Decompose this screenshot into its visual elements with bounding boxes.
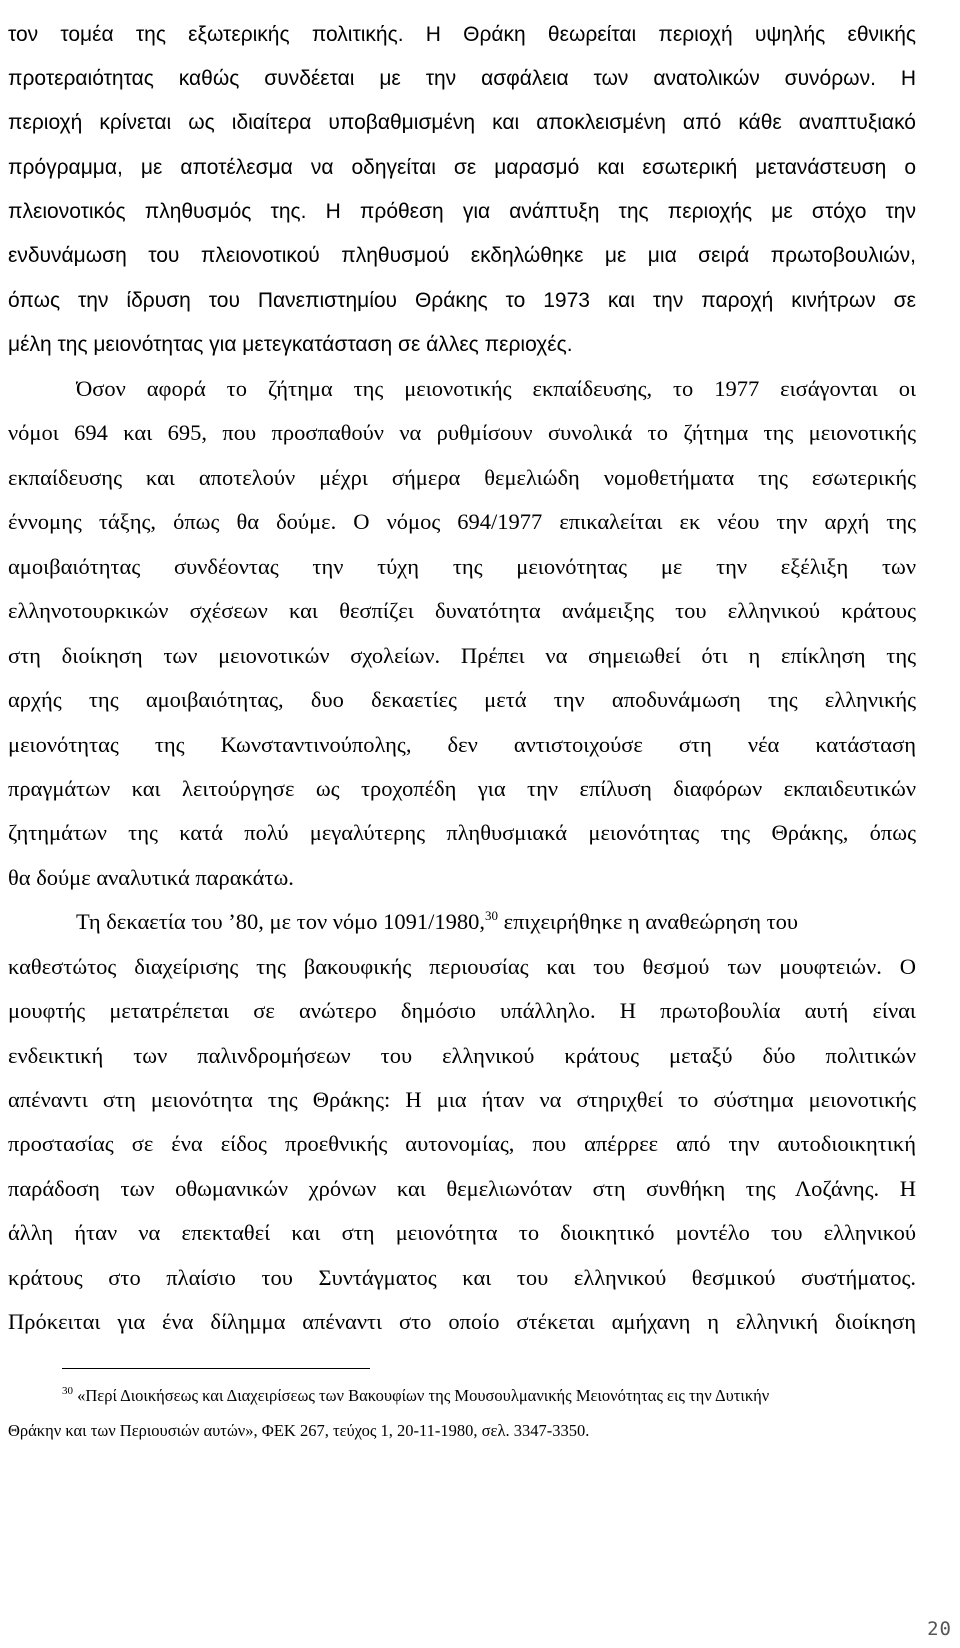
text-line: αρχής της αμοιβαιότητας, δυο δεκαετίες μετά την αποδυνάμωση της ελληνικής [8, 687, 916, 712]
text-line [76, 899, 916, 945]
text-line: έννομης τάξης, όπως θα δούμε. Ο νόμος 694/1977 επικαλείται εκ νέου την αρχή της [8, 509, 916, 534]
footnote-reference[interactable]: 30 [485, 908, 498, 923]
text-line: πρόγραμμα, με αποτέλεσμα να οδηγείται σε μαρασμό και εσωτερική μετανάστευση ο [8, 156, 916, 179]
text-line: μουφτής μετατρέπεται σε ανώτερο δημόσιο υπάλληλο. Η πρωτοβουλία αυτή είναι [8, 998, 916, 1023]
text-line: περιοχή κρίνεται ως ιδιαίτερα υποβαθμισμένη και αποκλεισμένη από κάθε αναπτυξιακό [8, 111, 916, 134]
text-line: τον τομέα της εξωτερικής πολιτικής. Η Θράκη θεωρείται περιοχή υψηλής εθνικής [8, 23, 916, 46]
text-line: κράτους στο πλαίσιο του Συντάγματος και του ελληνικού θεσμικού συστήματος. [8, 1265, 916, 1290]
text-line: αμοιβαιότητας συνδέοντας την τύχη της μειονότητας με την εξέλιξη των [8, 554, 916, 579]
text-line: πλειονοτικός πληθυσμός της. Η πρόθεση για ανάπτυξη της περιοχής με στόχο την [8, 200, 916, 223]
text-line: εκπαίδευσης και αποτελούν μέχρι σήμερα θεμελιώδη νομοθετήματα της εσωτερικής [8, 465, 916, 490]
text-line: καθεστώτος διαχείρισης της βακουφικής περιουσίας και του θεσμού των μουφτειών. Ο [8, 954, 916, 979]
text-line: ενδεικτική των παλινδρομήσεων του ελληνικού κράτους μεταξύ δύο πολιτικών [8, 1043, 916, 1068]
text-line: νόμοι 694 και 695, που προσπαθούν να ρυθμίσουν συνολικά το ζήτημα της μειονοτικής [8, 420, 916, 445]
text-line: θα δούμε αναλυτικά παρακάτω. [8, 865, 294, 890]
footnote-line: Θράκην και των Περιουσιών αυτών», ΦΕΚ 267, τεύχος 1, 20-11-1980, σελ. 3347-3350. [8, 1421, 590, 1440]
text-line: προστασίας σε ένα είδος προεθνικής αυτονομίας, που απέρρεε από την αυτοδιοικητική [8, 1131, 916, 1156]
text-line: Πρόκειται για ένα δίλημμα απέναντι στο οποίο στέκεται αμήχανη η ελληνική διοίκηση [8, 1309, 916, 1334]
text-line: όπως την ίδρυση του Πανεπιστημίου Θράκης το 1973 και την παροχή κινήτρων σε [8, 289, 916, 312]
text-line: ζητημάτων της κατά πολύ μεγαλύτερης πληθυσμιακά μειονότητας της Θράκης, όπως [8, 820, 916, 845]
footnote-number: 30 [62, 1385, 73, 1397]
text-line: ελληνοτουρκικών σχέσεων και θεσπίζει δυνατότητα ανάμειξης του ελληνικού κράτους [8, 598, 916, 623]
text-segment: Τη δεκαετία του ’80, με τον νόμο 1091/1980, [76, 909, 485, 934]
text-segment: επιχειρήθηκε η αναθεώρηση του [503, 909, 799, 934]
text-line: ενδυνάμωση του πλειονοτικού πληθυσμού εκδηλώθηκε με μια σειρά πρωτοβουλιών, [8, 244, 916, 267]
text-line: απέναντι στη μειονότητα της Θράκης: Η μια ήταν να στηριχθεί το σύστημα μειονοτικής [8, 1087, 916, 1112]
text-line: Όσον αφορά το ζήτημα της μειονοτικής εκπαίδευσης, το 1977 εισάγονται οι [76, 376, 916, 401]
text-line: παράδοση των οθωμανικών χρόνων και θεμελιωνόταν στη συνθήκη της Λοζάνης. Η [8, 1176, 916, 1201]
text-line: στη διοίκηση των μειονοτικών σχολείων. Πρέπει να σημειωθεί ότι η επίκληση της [8, 643, 916, 668]
text-line: μειονότητας της Κωνσταντινούπολης, δεν αντιστοιχούσε στη νέα κατάσταση [8, 732, 916, 757]
text-line: άλλη ήταν να επεκταθεί και στη μειονότητα το διοικητικό μοντέλο του ελληνικού [8, 1220, 916, 1245]
footnote-line [62, 1380, 912, 1412]
text-line: προτεραιότητας καθώς συνδέεται με την ασφάλεια των ανατολικών συνόρων. Η [8, 67, 916, 90]
text-line: μέλη της μειονότητας για μετεγκατάσταση σε άλλες περιοχές. [8, 333, 573, 356]
text-line: πραγμάτων και λειτούργησε ως τροχοπέδη για την επίλυση διαφόρων εκπαιδευτικών [8, 776, 916, 801]
page-number: 20 [927, 1618, 952, 1640]
footnote-text: «Περί Διοικήσεως και Διαχειρίσεως των Βακουφίων της Μουσουλμανικής Μειονότητας εις την Δυτικήν [77, 1386, 770, 1405]
footnote-separator [62, 1368, 370, 1369]
